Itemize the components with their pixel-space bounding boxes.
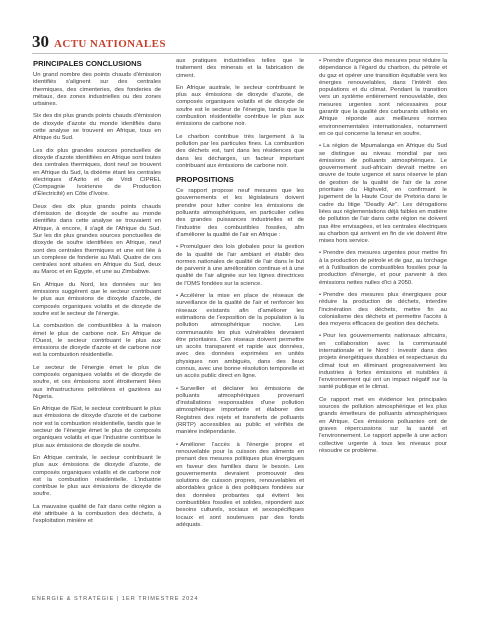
- bullet-marker: •: [176, 385, 179, 392]
- paragraph: Le charbon contribue très largement à la pollution par les particules fines. La combustion des déchets est, tant dans les résidences que dans les décharges, un facteur important contribuant aux émissions de carbone noir.: [176, 133, 304, 169]
- bullet-text: Prendre des mesures urgentes pour mettre fin à la production de pétrole et de gaz, au torchage et à l'utilisation de combustibles fossiles pour la production d'énergie, et pour parvenir à des émissions nettes nulles d'ici à 2050.: [319, 250, 447, 286]
- paragraph: Deux des dix plus grands points chauds d'émission de dioxyde de soufre au monde identifiés dans cette analyse se trouvaient en Afrique, à encore, il s'agit de l'Afrique du Sud. Sur les dix plus grandes sources ponctuelles de dioxyde de soufre identifiées en Afrique, neuf sont des centrales thermiques et une est liée à un complexe de fonderie au Mali. Quatre de ces centrales sont situées en Afrique du Sud, deux au Maroc et en Égypte, et une au Zimbabwe.: [33, 203, 161, 276]
- paragraph: La combustion de combustibles à la maison émet le plus de carbone noir. En Afrique de l'Ouest, le secteur contribuant le plus aux émissions de dioxyde d'azote et de carbone noir est la combustion résidentielle.: [33, 323, 161, 359]
- column-2: [176, 58, 304, 534]
- bullet-item: [319, 333, 447, 391]
- bullet-marker: •: [176, 441, 179, 448]
- paragraph: Le secteur de l'énergie émet le plus de composés organiques volatils et de dioxyde de soufre, et ces émissions sont étroitement liées aux infrastructures pétrolières et gazières au Nigeria.: [33, 364, 161, 400]
- page-footer: ENERGIE & STRATÉGIE | 1ER TRIMESTRE 2024: [32, 596, 199, 602]
- paragraph: aux pratiques industrielles telles que le traitement des minerais et la fabrication de ciment.: [176, 58, 304, 79]
- bullet-text: Pour les gouvernements nationaux africains, en collaboration avec la communauté internationale et le Nord : investir dans des projets énergétiques durables et respectueux du climat tout en éliminant progressivement les industries à fortes émissions et nuisibles à l'environnement qui ont un impact négatif sur la santé publique et le climat.: [319, 333, 447, 391]
- paragraph: En Afrique de l'Est, le secteur contribuant le plus aux émissions de dioxyde d'azote et de carbone noir est la combustion résidentielle, tandis que le secteur de l'énergie émet le plus de composés organiques volatils et que l'industrie contribue le plus aux émissions de dioxyde de soufre.: [33, 406, 161, 449]
- bullet-marker: •: [176, 244, 179, 251]
- heading-propositions: PROPOSITIONS: [176, 175, 234, 185]
- paragraph: Les dix plus grandes sources ponctuelles de dioxyde d'azote identifiées en Afrique sont toutes des centrales thermiques, dont neuf se trouvent en Afrique du Sud, la dixième étant les centrales électriques d'Azito et de Vridi CIPREL (Compagnie Ivoirienne de Production d'Électricité) en Côte d'Ivoire.: [33, 147, 161, 198]
- bullet-item: [176, 386, 304, 437]
- paragraph: Un grand nombre des points chauds d'émission identifiés s'alignent sur des centrales thermiques, des cimenteries, des fonderies de métaux, des zones industrielles ou des zones urbaines.: [33, 72, 161, 108]
- bullet-text: Accélérer la mise en place de réseaux de surveillance de la qualité de l'air et renforcer les réseaux existants afin d'améliorer les estimations de l'exposition de la population à la pollution atmosphérique nocive. Les communautés les plus vulnérables devraient être prioritaires. Ces réseaux doivent permettre un accès transparent et rapide aux données, avec des données exprimées en unités physiques non ambiguës, dans des lieux connus, avec une bonne résolution temporelle et un accès public direct en ligne.: [176, 293, 304, 380]
- header-rule: [32, 53, 448, 54]
- paragraph: La mauvaise qualité de l'air dans cette région a été attribuée à la combustion des déchets, à l'exploitation minière et: [33, 503, 161, 525]
- bullet-text: Surveiller et déclarer les émissions de polluants atmosphériques provenant d'installations responsables d'une pollution atmosphérique importante et élaborer des Registres des rejets et transferts de polluants (RRTP) accessibles au public et vérifiés de manière indépendante.: [176, 385, 304, 436]
- bullet-text: Promulguer des lois globales pour la gestion de la qualité de l'air ambiant et établir des normes nationales de qualité de l'air dans le but de parvenir à une amélioration continue et à une qualité de l'air alignée sur les lignes directrices de l'OMS fondées sur la science.: [176, 244, 304, 287]
- bullet-item: [319, 292, 447, 328]
- heading-conclusions: PRINCIPALES CONCLUSIONS: [33, 59, 142, 68]
- bullet-text: Prendre des mesures plus énergiques pour réduire la production de déchets, interdire l'incinération des déchets, mettre fin au colonialisme des déchets et permettre l'accès à des moyens efficaces de gestion des déchets.: [319, 291, 447, 328]
- bullet-text: Améliorer l'accès à l'énergie propre et renouvelable pour la cuisson des aliments en prenant des mesures politiques plus énergiques en faveur des familles dans le besoin. Les gouvernements devraient promouvoir des solutions de cuisson propres, renouvelables et abordables grâce à des politiques fondées sur des données probantes qui évitent les combustibles fossiles et solides, répondent aux besoins culturels, sociaux et sexospécifiques locaux et sont soutenues par des fonds adéquats.: [176, 441, 304, 528]
- bullet-item: [319, 58, 447, 138]
- paragraph: En Afrique centrale, le secteur contribuant le plus aux émissions de dioxyde d'azote, de composés organiques volatils et de carbone noir est la combustion résidentielle. L'industrie contribue le plus aux émissions de dioxyde de soufre.: [33, 454, 161, 498]
- bullet-item: [176, 244, 304, 288]
- bullet-item: [176, 293, 304, 381]
- bullet-text: Prendre d'urgence des mesures pour réduire la dépendance à l'égard du charbon, du pétrole et du gaz et opérer une transition équitable vers les énergies renouvelables, dans l'intérêt des populations et du climat. Pendant la transition vers un système entièrement renouvelable, des mesures urgentes sont nécessaires pour garantir que la qualité des carburants utilisés en Afrique réponde aux meilleures normes environnementales internationales, notamment en ce qui concerne la teneur en soufre.: [319, 58, 447, 137]
- bullet-item: [176, 442, 304, 530]
- bullet-marker: •: [319, 333, 322, 340]
- paragraph: Six des dix plus grands points chauds d'émission de dioxyde d'azote du monde identifiés dans cette analyse se trouvent en Afrique, tous en Afrique du Sud.: [33, 113, 161, 142]
- bullet-marker: •: [176, 293, 179, 300]
- bullet-text: La région de Mpumalanga en Afrique du Sud se distingue au niveau mondial par ses émissions de polluants atmosphériques. Le gouvernement sud-africain devrait mettre en œuvre de toute urgence et sans réserve le plan de gestion de la qualité de l'air de la zone prioritaire du Highveld, en confirmant le jugement de la Haute Cour de Pretoria dans le cadre du litige "Deadly Air". Les dérogations liées aux réglementations déjà faibles en matière de pollution de l'air dans cette région ne doivent pas être envisagées, et les centrales électriques au charbon qui arrivent en fin de vie doivent être mises hors service.: [319, 143, 447, 245]
- page-header: [32, 32, 166, 52]
- bullet-marker: •: [319, 143, 322, 150]
- paragraph: Ce rapport propose neuf mesures que les gouvernements et les législateurs doivent prendre pour lutter contre les émissions de polluants atmosphériques, en particulier celles des grandes puissances industrielles et de l'industrie des combustibles fossiles, afin d'améliorer la qualité de l'air en Afrique :: [176, 188, 304, 238]
- bullet-item: [319, 250, 447, 286]
- paragraph: Ce rapport met en évidence les principales sources de pollution atmosphérique et les plus grands émetteurs de polluants atmosphériques en Afrique. Ces émissions polluantes ont de graves répercussions sur la santé et l'environnement. Le rapport appelle à une action collective urgente à tous les niveaux pour résoudre ce problème.: [319, 396, 447, 454]
- bullet-item: [319, 143, 447, 245]
- bullet-marker: •: [319, 291, 322, 298]
- paragraph: En Afrique australe, le secteur contribuant le plus aux émissions de dioxyde d'azote, de composés organiques volatils et de dioxyde de soufre est le secteur de l'énergie, tandis que la combustion résidentielle contribue le plus aux émissions de carbone noir.: [176, 84, 304, 128]
- page-number: 30: [32, 32, 49, 51]
- paragraph: En Afrique du Nord, les données sur les émissions suggèrent que le secteur contribuant le plus aux émissions de dioxyde d'azote, de composés organiques volatils et de dioxyde de soufre est le secteur de l'énergie.: [33, 281, 161, 317]
- column-1: [33, 58, 161, 531]
- bullet-marker: •: [319, 250, 322, 257]
- column-3: [319, 58, 447, 460]
- bullet-marker: •: [319, 58, 322, 64]
- section-title: ACTU NATIONALES: [54, 38, 166, 50]
